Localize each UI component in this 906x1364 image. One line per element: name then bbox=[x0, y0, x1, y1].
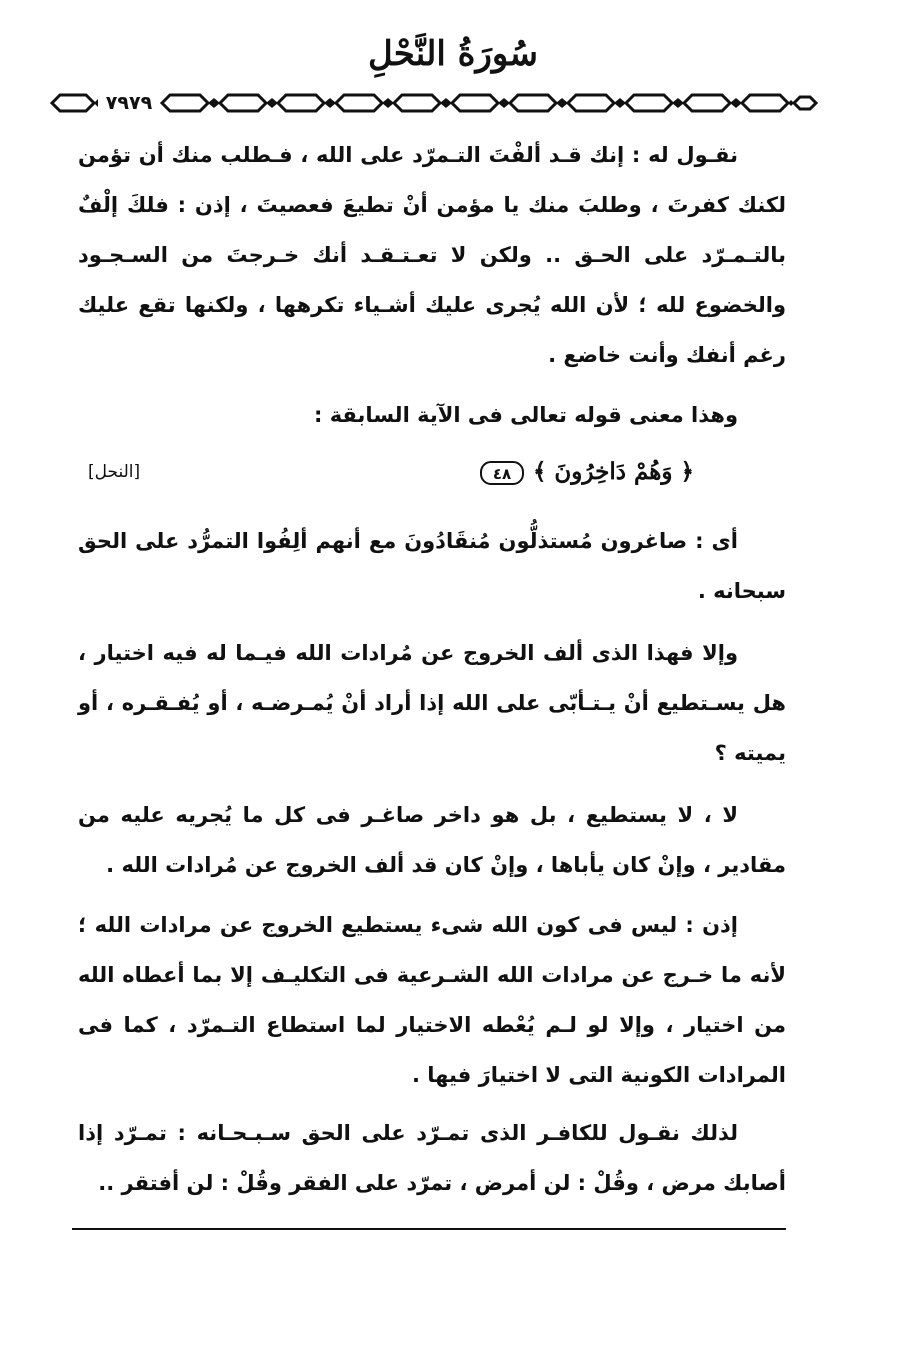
page-number: ٧٩٧٩ bbox=[98, 88, 160, 118]
paragraph-5: لا ، لا يستطيع ، بل هو داخر صاغـر فى كل ما يُجريه عليه من مقادير ، وإنْ كان يأباها ، وإنْ كان قد ألف الخروج عن مُرادات الله . bbox=[78, 803, 786, 877]
paragraph-1: نقـول له : إنك قـد ألفْتَ التـمرّد على الله ، فـطلب منك أن تؤمن لكنك كفرتَ ، وطلبَ منك يا مؤمن أنْ تطيعَ فعصيتَ ، إذن : فلكَ إلْفٌ بالتـمـرّد على الحـق .. ولكن لا تعـتـقـد أنك خـرجتَ من السـجـود والخضوع لله ؛ لأن الله يُجرى عليك أشـياء تكرهها ، ولكنها تقع عليك رغم أنفك وأنت خاضع . bbox=[78, 143, 786, 367]
quran-verse bbox=[78, 452, 786, 502]
paragraph-7: لذلك نقـول للكافـر الذى تمـرّد على الحق سـبـحـانه : تمـرّد إذا أصابك مرض ، وقُلْ : لن أمرض ، تمرّد على الفقر وقُلْ : لن أفتقر .. bbox=[78, 1121, 786, 1195]
chain-ornament-icon bbox=[50, 88, 818, 118]
verse-number: ٤٨ bbox=[492, 465, 512, 483]
paragraph-4: وإلا فهذا الذى ألف الخروج عن مُرادات الله فيـما له فيه اختيار ، هل يسـتطيع أنْ يـتـأبّى على الله إذا أراد أنْ يُمـرضـه ، أو يُفـقـره ، أو يميته ؟ bbox=[78, 641, 786, 765]
paragraph-2: وهذا معنى قوله تعالى فى الآية السابقة : bbox=[313, 403, 738, 427]
surah-reference: [النحل] bbox=[88, 462, 141, 482]
surah-title: سُورَةُ النَّحْلِ bbox=[368, 34, 538, 74]
verse-number-ornament bbox=[479, 460, 525, 486]
ornamental-border bbox=[50, 88, 818, 118]
paragraph-3: أى : صاغرون مُستذلُّون مُنقَادُونَ مع أنهم ألِفُوا التمرُّد على الحق سبحانه . bbox=[78, 529, 786, 603]
paragraph-6: إذن : ليس فى كون الله شىء يستطيع الخروج عن مرادات الله ؛ لأنه ما خـرج عن مرادات الله الشـرعية فى التكليـف إلا بما أعطاه الله من اختيار ، وإلا لو لـم يُعْطه الاختيار لما استطاع التـمرّد ، كما فى المرادات الكونية التى لا اختيارَ فيها . bbox=[78, 913, 786, 1087]
footer-rule bbox=[72, 1228, 786, 1230]
verse-words: ﴿ وَهُمْ دَاخِرُونَ ﴾ bbox=[532, 458, 694, 485]
verse-text bbox=[479, 458, 694, 486]
